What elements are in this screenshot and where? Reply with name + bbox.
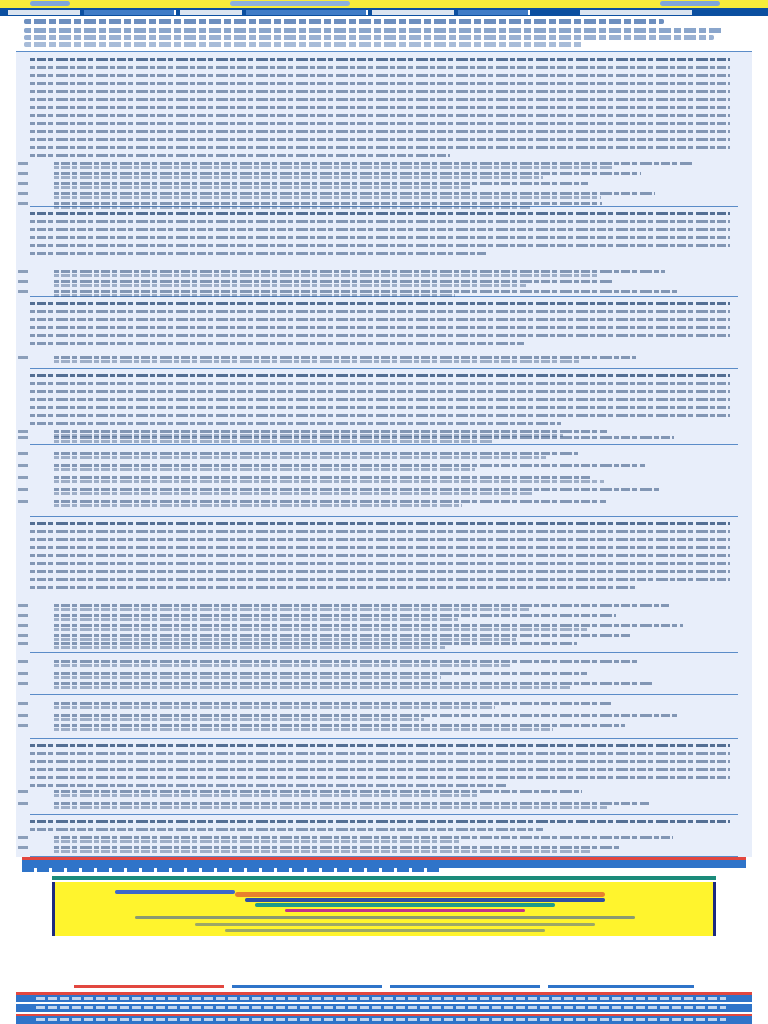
list-item-number <box>18 436 28 439</box>
section-text-line <box>30 236 730 239</box>
list-item[interactable] <box>54 192 655 195</box>
list-item-number <box>18 836 28 839</box>
list-item-continued <box>54 628 587 631</box>
bulletin-section <box>30 208 738 297</box>
bottom-links <box>74 985 694 989</box>
list-item-continued <box>54 456 546 459</box>
list-item[interactable] <box>54 672 587 675</box>
list-item[interactable] <box>54 724 625 727</box>
bulletin-section <box>30 654 738 695</box>
section-text-line <box>30 98 730 101</box>
bulletin-section <box>30 446 738 517</box>
list-item-continued <box>54 718 424 721</box>
section-text-line <box>30 554 730 557</box>
list-item[interactable] <box>54 634 630 637</box>
section-text-line <box>30 768 730 771</box>
list-item[interactable] <box>54 802 649 805</box>
list-item-continued <box>54 492 533 495</box>
section-text-line <box>30 326 730 329</box>
nav-item[interactable] <box>84 10 176 15</box>
list-item-number <box>18 624 28 627</box>
list-item-number <box>18 270 28 273</box>
bulletin-section <box>30 298 738 369</box>
section-text-line <box>30 228 730 231</box>
section-title <box>30 370 31 371</box>
list-item-number <box>18 500 28 503</box>
ad-divider <box>52 876 716 880</box>
list-item[interactable] <box>54 682 654 685</box>
list-item-continued <box>54 618 458 621</box>
list-item-continued <box>54 166 614 169</box>
advertisement-banner[interactable] <box>52 882 716 936</box>
list-item[interactable] <box>54 702 611 705</box>
section-title <box>30 696 31 697</box>
list-item-continued <box>54 686 570 689</box>
list-item-continued <box>54 676 441 679</box>
list-item[interactable] <box>54 476 592 479</box>
ad-text-line <box>135 916 635 919</box>
nav-item[interactable] <box>246 10 368 15</box>
section-text-line <box>30 334 730 337</box>
list-item-continued <box>54 360 580 363</box>
bulletin-section <box>30 816 738 857</box>
section-text-line <box>30 154 450 157</box>
top-navigation <box>0 9 768 16</box>
list-item[interactable] <box>54 464 645 467</box>
list-item-continued <box>54 806 607 809</box>
list-item[interactable] <box>54 604 669 607</box>
list-item-continued <box>54 294 455 297</box>
section-text-line <box>30 828 543 831</box>
section-text-line <box>30 562 730 565</box>
section-text-line <box>30 522 730 525</box>
list-item-number <box>18 682 28 685</box>
section-text-line <box>30 530 730 533</box>
list-item-number <box>18 672 28 675</box>
list-item-continued <box>54 176 543 179</box>
list-item[interactable] <box>54 846 620 849</box>
list-item-continued <box>54 284 526 287</box>
list-item-continued <box>54 850 590 853</box>
section-title <box>30 654 31 655</box>
bottom-link[interactable] <box>74 985 224 988</box>
list-item[interactable] <box>54 836 673 839</box>
section-text-line <box>30 390 730 393</box>
section-title <box>30 518 31 519</box>
nav-item[interactable] <box>180 10 242 15</box>
bulletin-section <box>30 54 738 207</box>
list-item-number <box>18 464 28 467</box>
section-text-line <box>30 382 730 385</box>
section-text-line <box>30 114 730 117</box>
list-item-number <box>18 790 28 793</box>
list-item-number <box>18 634 28 637</box>
list-item[interactable] <box>54 488 659 491</box>
nav-item[interactable] <box>580 10 692 15</box>
list-item-number <box>18 642 28 645</box>
list-item-number <box>18 802 28 805</box>
section-text-line <box>30 586 635 589</box>
list-item-number <box>18 476 28 479</box>
list-item-continued <box>54 706 495 709</box>
ad-arrow-graphic <box>115 890 235 894</box>
list-item-continued <box>54 638 516 641</box>
list-item-number <box>18 162 28 165</box>
list-item[interactable] <box>54 660 640 663</box>
section-title <box>30 298 31 299</box>
ad-stripe <box>245 898 605 902</box>
section-title <box>30 54 31 55</box>
list-item-number <box>18 660 28 663</box>
list-item[interactable] <box>54 614 616 617</box>
bulletin-section <box>30 696 738 739</box>
list-item[interactable] <box>54 280 612 283</box>
list-item[interactable] <box>54 642 577 645</box>
list-item-continued <box>54 196 601 199</box>
list-item-continued <box>54 646 445 649</box>
list-item[interactable] <box>54 452 578 455</box>
bottom-link[interactable] <box>232 985 382 988</box>
nav-item[interactable] <box>372 10 454 15</box>
section-text-line <box>30 744 730 747</box>
list-item-number <box>18 846 28 849</box>
section-text-line <box>30 90 730 93</box>
section-text-line <box>30 74 730 77</box>
page-title-line <box>24 19 664 24</box>
list-item[interactable] <box>54 436 674 439</box>
list-item[interactable] <box>54 624 683 627</box>
bulletin-panel <box>16 51 752 857</box>
page-intro-line <box>24 35 714 40</box>
page-header <box>24 17 724 51</box>
section-text-line <box>30 546 730 549</box>
list-item-number <box>18 430 28 433</box>
section-title <box>30 816 31 817</box>
list-item[interactable] <box>54 430 607 433</box>
section-text-line <box>30 58 730 61</box>
footer-links-bar[interactable] <box>16 992 752 1002</box>
section-text-line <box>30 752 730 755</box>
section-text-line <box>30 244 730 247</box>
list-item[interactable] <box>54 356 636 359</box>
list-item[interactable] <box>54 172 641 175</box>
section-title <box>30 208 31 209</box>
list-item-number <box>18 702 28 705</box>
list-item-continued <box>54 608 529 611</box>
section-text-line <box>30 820 730 823</box>
ad-subline <box>55 882 56 883</box>
page-intro-line <box>24 42 584 47</box>
bulletin-section <box>30 518 738 653</box>
list-item-number <box>18 714 28 717</box>
list-item[interactable] <box>54 162 694 165</box>
list-item[interactable] <box>54 790 582 793</box>
list-item-number <box>18 604 28 607</box>
section-text-line <box>30 414 730 417</box>
list-item[interactable] <box>54 202 602 205</box>
list-item-number <box>18 488 28 491</box>
section-text-line <box>30 398 730 401</box>
list-item-continued <box>54 440 492 443</box>
section-text-line <box>30 82 730 85</box>
section-title <box>30 446 31 447</box>
ad-text-line <box>195 923 595 926</box>
section-text-line <box>30 784 506 787</box>
list-item[interactable] <box>54 182 588 185</box>
ad-stripe <box>235 892 605 897</box>
list-item-continued <box>54 274 597 277</box>
ad-text-line <box>225 929 545 932</box>
section-text-line <box>30 374 730 377</box>
nav-item[interactable] <box>8 10 80 15</box>
section-text-line <box>30 570 730 573</box>
list-item-number <box>18 182 28 185</box>
list-item-number <box>18 724 28 727</box>
footer-copyright-bar[interactable] <box>16 1014 752 1024</box>
list-item-number <box>18 280 28 283</box>
section-text-line <box>30 220 730 223</box>
section-text-line <box>30 760 730 763</box>
list-item-continued <box>54 664 512 667</box>
list-item-continued <box>54 468 475 471</box>
section-text-line <box>30 66 730 69</box>
list-item-continued <box>54 840 461 843</box>
list-item[interactable] <box>54 270 665 273</box>
footer-sub-links[interactable] <box>22 868 442 872</box>
page-intro-line <box>24 28 724 33</box>
list-item-number <box>18 290 28 293</box>
list-item-continued <box>54 186 472 189</box>
footer-links-bar[interactable] <box>16 1004 752 1012</box>
bottom-link[interactable] <box>390 985 540 988</box>
bulletin-section <box>30 370 738 445</box>
list-item-continued <box>54 728 553 731</box>
list-item-number <box>18 356 28 359</box>
list-item-number <box>18 452 28 455</box>
section-text-line <box>30 538 730 541</box>
list-item-number <box>18 172 28 175</box>
bottom-link[interactable] <box>548 985 694 988</box>
section-text-line <box>30 578 730 581</box>
section-text-line <box>30 776 730 779</box>
section-text-line <box>30 302 730 305</box>
page-intro <box>24 17 25 18</box>
section-text-line <box>30 146 730 149</box>
section-text-line <box>30 122 730 125</box>
list-item[interactable] <box>54 290 679 293</box>
section-text-line <box>30 422 561 425</box>
section-text-line <box>30 130 730 133</box>
section-text-line <box>30 252 487 255</box>
section-text-line <box>30 138 730 141</box>
bulletin-section <box>30 740 738 815</box>
section-text-line <box>30 310 730 313</box>
list-item[interactable] <box>54 500 606 503</box>
list-item[interactable] <box>54 714 678 717</box>
list-item-continued <box>54 480 604 483</box>
section-text-line <box>30 318 730 321</box>
section-text-line <box>30 342 524 345</box>
list-item-continued <box>54 504 462 507</box>
section-title <box>30 740 31 741</box>
list-item-number <box>18 192 28 195</box>
ad-stripe <box>255 903 555 907</box>
ad-stripe <box>285 909 525 912</box>
list-item-number <box>18 202 28 205</box>
nav-item[interactable] <box>458 10 530 15</box>
site-name <box>0 0 1 1</box>
list-item-number <box>18 614 28 617</box>
list-item-continued <box>54 794 478 797</box>
section-text-line <box>30 406 730 409</box>
section-text-line <box>30 106 730 109</box>
section-text-line <box>30 212 730 215</box>
footer-bar[interactable] <box>22 857 746 868</box>
